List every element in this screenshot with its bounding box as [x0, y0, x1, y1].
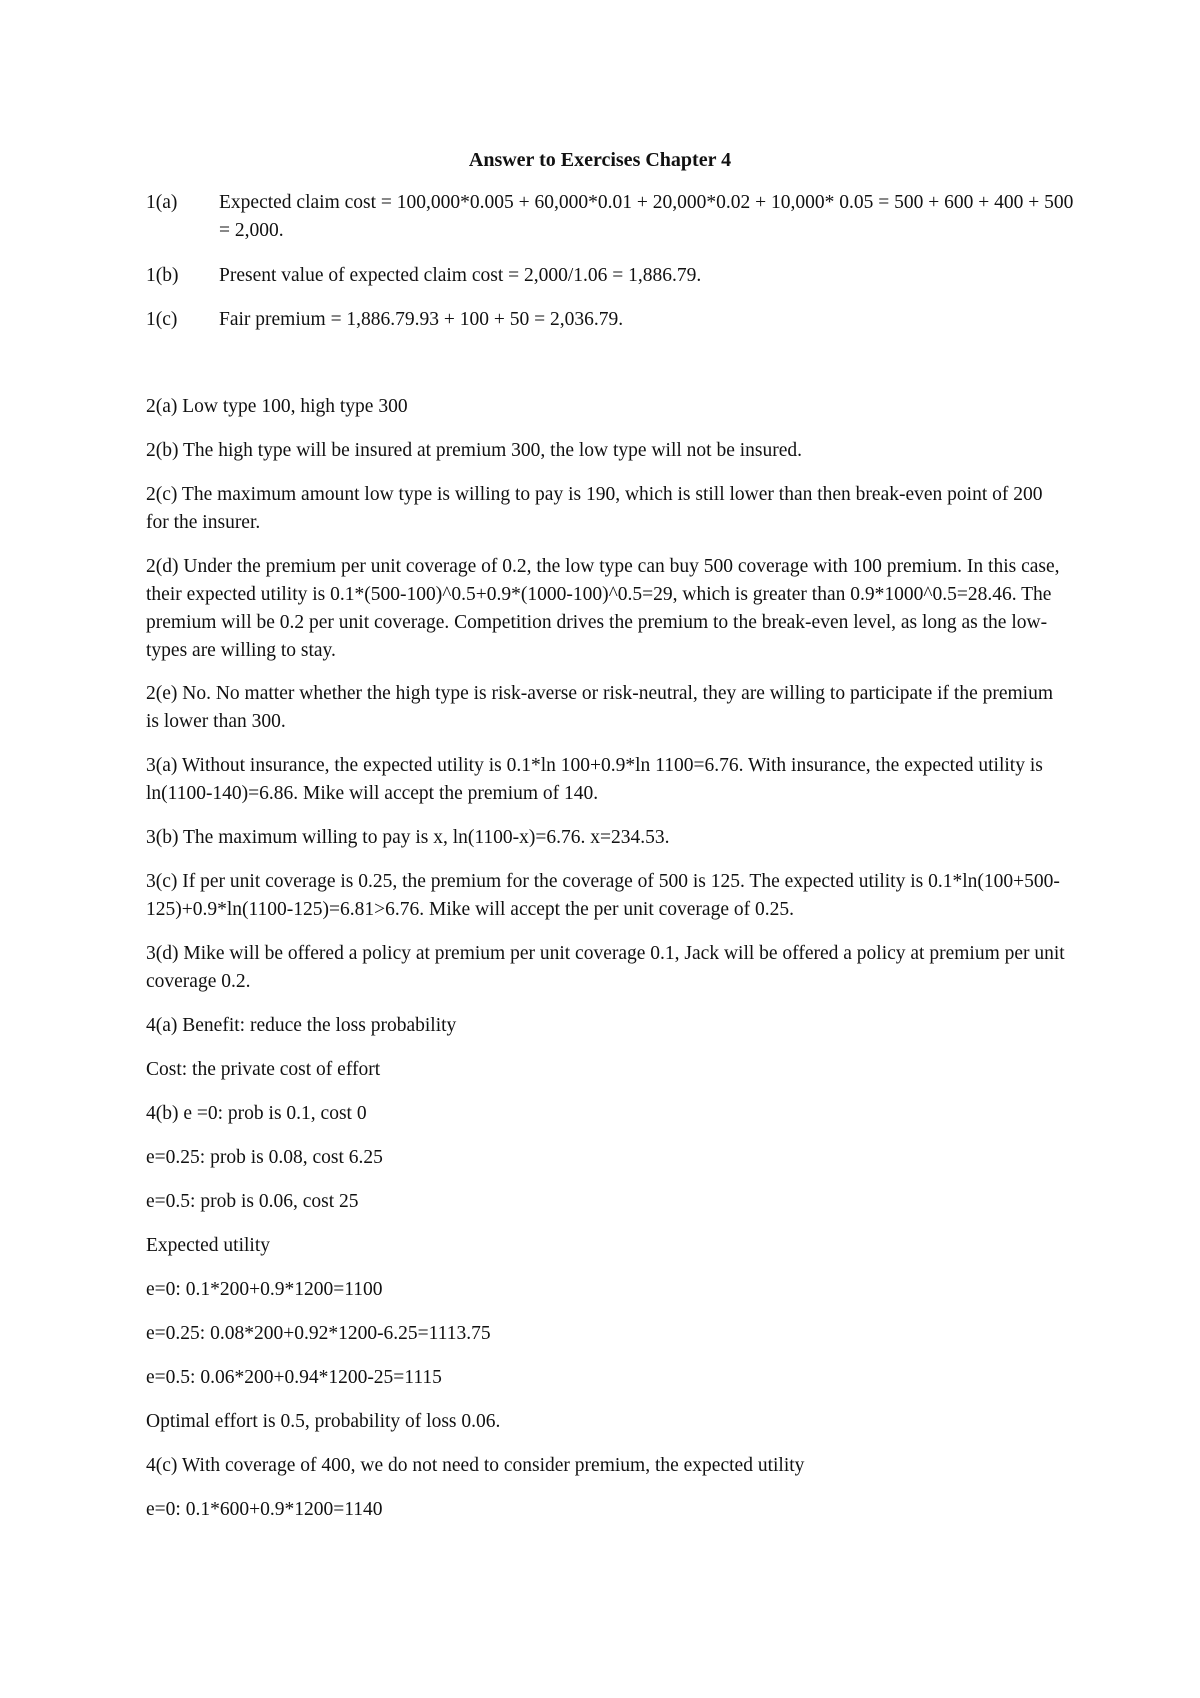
answer-3d: 3(d) Mike will be offered a policy at premium per unit coverage 0.1, Jack will be offered a policy at premium per unit coverage 0.2. — [146, 943, 1065, 992]
answer-3b: 3(b) The maximum willing to pay is x, ln(1100-x)=6.76. x=234.53. — [146, 827, 670, 848]
answer-2c: 2(c) The maximum amount low type is willing to pay is 190, which is still lower than then break-even point of 200 for the insurer. — [146, 484, 1043, 533]
page-title: Answer to Exercises Chapter 4 — [468, 149, 732, 171]
item-number: 1(c) — [146, 309, 178, 330]
answer-2b: 2(b) The high type will be insured at premium 300, the low type will not be insured. — [146, 440, 803, 461]
utility-line-e05: e=0.5: 0.06*200+0.94*1200-25=1115 — [146, 1367, 442, 1388]
answer-2a: 2(a) Low type 100, high type 300 — [146, 396, 408, 417]
answer-4a: 4(a) Benefit: reduce the loss probability — [146, 1015, 457, 1036]
answer-4b-line3: e=0.5: prob is 0.06, cost 25 — [146, 1191, 359, 1212]
answer-4b-line2: e=0.25: prob is 0.08, cost 6.25 — [146, 1147, 383, 1168]
optimal-effort-line: Optimal effort is 0.5, probability of loss 0.06. — [146, 1411, 501, 1432]
item-text: Present value of expected claim cost = 2,000/1.06 = 1,886.79. — [219, 265, 702, 286]
item-text: Expected claim cost = 100,000*0.005 + 60,000*0.01 + 20,000*0.02 + 10,000* 0.05 = 500 + 600 + 400 + 500 = 2,000. — [219, 192, 1074, 241]
item-number: 1(b) — [146, 265, 179, 286]
item-number: 1(a) — [146, 192, 178, 213]
answer-4c: 4(c) With coverage of 400, we do not need to consider premium, the expected utility — [146, 1455, 805, 1476]
answer-2d: 2(d) Under the premium per unit coverage of 0.2, the low type can buy 500 coverage with 100 premium. In this case, their expected utility is 0.1*(500-100)^0.5+0.9*(1000-100)^0.5=29, which is greater than 0.9*1000^0.5=28.46. The premium will be 0.2 per unit coverage. Competition drives the premium to the break-even level, as long as the low-types are willing to stay. — [146, 556, 1060, 661]
answer-2e: 2(e) No. No matter whether the high type is risk-averse or risk-neutral, they are willing to participate if the premium is lower than 300. — [146, 683, 1053, 732]
answer-3a: 3(a) Without insurance, the expected utility is 0.1*ln 100+0.9*ln 1100=6.76. With insurance, the expected utility is ln(1100-140)=6.86. Mike will accept the premium of 140. — [146, 755, 1043, 804]
answer-4c-line2: e=0: 0.1*600+0.9*1200=1140 — [146, 1499, 383, 1520]
utility-line-e0: e=0: 0.1*200+0.9*1200=1100 — [146, 1279, 383, 1300]
answer-4b: 4(b) e =0: prob is 0.1, cost 0 — [146, 1103, 367, 1124]
item-text: Fair premium = 1,886.79.93 + 100 + 50 = 2,036.79. — [219, 309, 624, 330]
answer-4a-cost: Cost: the private cost of effort — [146, 1059, 381, 1080]
answer-3c: 3(c) If per unit coverage is 0.25, the premium for the coverage of 500 is 125. The expected utility is 0.1*ln(100+500-125)+0.9*ln(1100-125)=6.81>6.76. Mike will accept the per unit coverage of 0.25. — [146, 871, 1060, 920]
expected-utility-heading: Expected utility — [146, 1235, 271, 1256]
utility-line-e025: e=0.25: 0.08*200+0.92*1200-6.25=1113.75 — [146, 1323, 491, 1344]
